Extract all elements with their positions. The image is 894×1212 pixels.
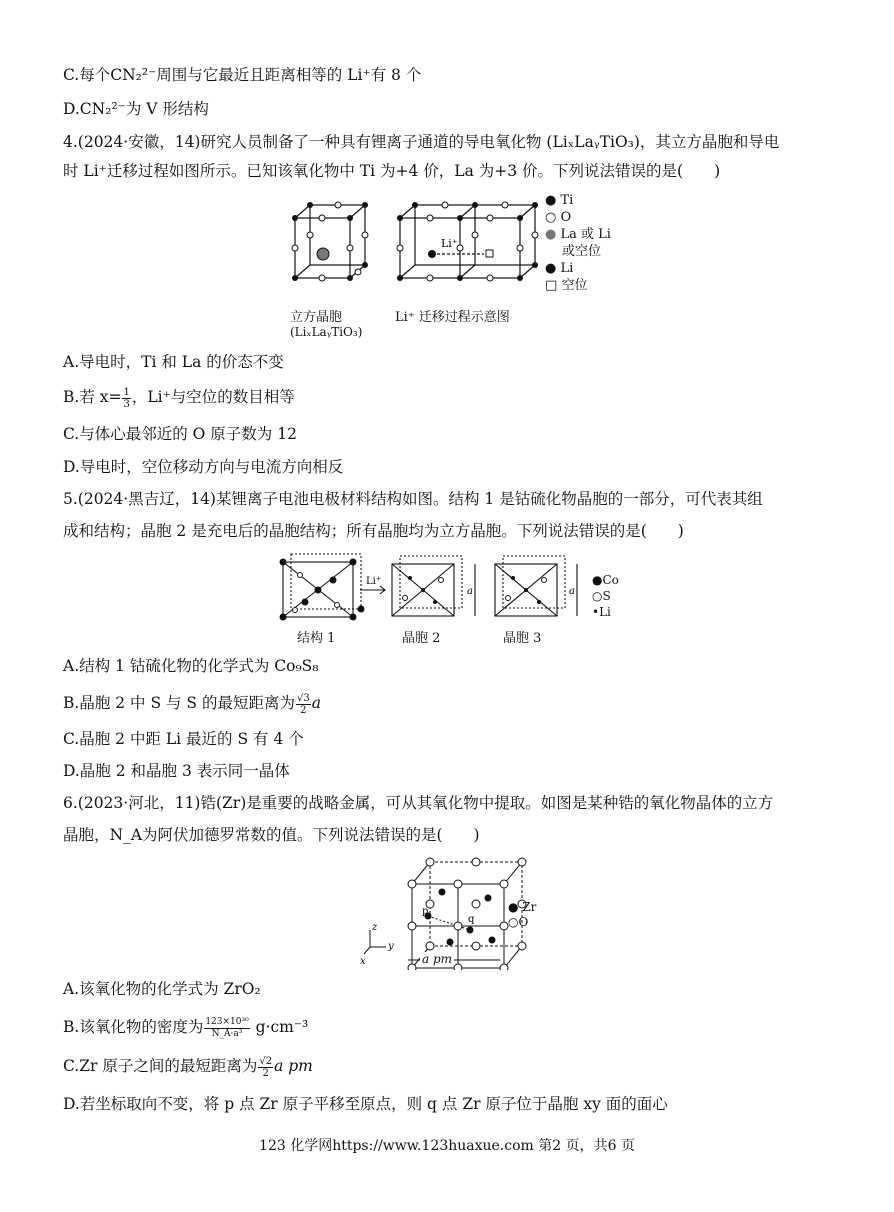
q4-caption-left-formula: (LiₓLaᵧTiO₃) (290, 325, 363, 339)
li-ion-label: Li⁺ (441, 237, 458, 250)
axis-z-label: z (372, 922, 378, 933)
q4-caption-left: 立方晶胞 (290, 310, 343, 325)
q6-legend: ● Zr ○O (508, 900, 537, 929)
q5-stem-line2: 成和结构；晶胞 2 是充电后的晶胞结构；所有晶胞均为立方晶胞。下列说法错误的是( ) (63, 522, 684, 540)
ti-dot-icon: ● (545, 193, 557, 208)
zr-dot-icon: ● (508, 900, 519, 914)
q5-dim-left: a (467, 586, 473, 597)
q5-caption-3: 晶胞 3 (503, 631, 542, 646)
q4-legend: ● Ti ○ O ● La 或 Li 或空位 ● Li □ 空位 (545, 193, 611, 293)
axis-x-label: x (360, 956, 366, 967)
q6-option-c: C.Zr 原子之间的最短距离为 $\frac{√2}{2}$ a pm (63, 1055, 313, 1079)
li-dot-icon: ● (545, 261, 557, 276)
q5-dim-right: a (569, 586, 575, 597)
q6-option-d: D.若坐标取向不变，将 p 点 Zr 原子平移至原点，则 q 点 Zr 原子位于晶胞 xy 面的面心 (63, 1095, 668, 1113)
q5-arrow-label: Li⁺ (366, 576, 382, 587)
q4-stem-line2: 时 Li⁺迁移过程如图所示。已知该氧化物中 Ti 为+4 价，La 为+3 价。下列说法错误的是( ) (63, 162, 721, 180)
q6-dim-label: a pm (422, 952, 453, 966)
q3-option-c: C.每个CN₂²⁻周围与它最近且距离相等的 Li⁺有 8 个 (63, 66, 422, 84)
q4-stem-line1: 4.(2024·安徽，14)研究人员制备了一种具有锂离子通道的导电氧化物 (LiₓLaᵧTiO₃)，其立方晶胞和导电 (63, 133, 780, 151)
q5-option-c: C.晶胞 2 中距 Li 最近的 S 有 4 个 (63, 730, 304, 748)
q4-caption-right: Li⁺ 迁移过程示意图 (395, 310, 510, 325)
q5-option-a: A.结构 1 钴硫化物的化学式为 Co₉S₈ (63, 657, 319, 675)
li-small-dot-icon: • (592, 605, 600, 619)
q5-caption-2: 晶胞 2 (402, 631, 441, 646)
la-gray-circle-icon: ● (545, 227, 557, 242)
q4-option-d: D.导电时，空位移动方向与电流方向相反 (63, 458, 344, 476)
q5-stem-line1: 5.(2024·黑吉辽，14)某锂离子电池电极材料结构如图。结构 1 是钴硫化物晶胞的一部分，可代表其组 (63, 490, 763, 508)
q5-figure (275, 550, 635, 625)
q5-legend: ●Co ○S •Li (592, 573, 619, 619)
co-dot-icon: ● (592, 573, 603, 587)
q6-option-b: B.该氧化物的密度为 $\frac{\text{123×10³⁰}}{\text{N\_A·a³}}$ g·cm⁻³ (63, 1016, 309, 1039)
q5-option-d: D.晶胞 2 和晶胞 3 表示同一晶体 (63, 762, 290, 780)
q6-option-a: A.该氧化物的化学式为 ZrO₂ (63, 980, 261, 998)
q4-option-c: C.与体心最邻近的 O 原子数为 12 (63, 425, 297, 443)
vacancy-square-icon: □ (545, 278, 558, 293)
page-footer: 123 化学网https://www.123huaxue.com 第2 页，共6 页 (259, 1138, 635, 1154)
q5-caption-1: 结构 1 (297, 631, 336, 646)
o-ring-icon: ○ (508, 915, 519, 929)
q6-stem-line1: 6.(2023·河北，11)锆(Zr)是重要的战略金属，可从其氧化物中提取。如图是某种锆的氧化物晶体的立方 (63, 794, 774, 812)
q3-option-d: D.CN₂²⁻为 V 形结构 (63, 100, 209, 118)
point-q-label: q (468, 914, 475, 925)
s-circle-icon: ○ (592, 589, 603, 603)
q4-option-a: A.导电时，Ti 和 La 的价态不变 (63, 353, 284, 371)
point-p-label: p (422, 906, 429, 917)
q5-option-b: B.晶胞 2 中 S 与 S 的最短距离为 $\frac{√3}{2}$ a (63, 692, 321, 716)
o-circle-icon: ○ (545, 210, 557, 225)
q6-stem-line2: 晶胞，N_A为阿伏加德罗常数的值。下列说法错误的是( ) (63, 826, 480, 844)
axis-y-label: y (388, 941, 394, 952)
q4-option-b: B.若 x= $\frac{1}{3}$ ，Li⁺与空位的数目相等 (63, 386, 295, 410)
